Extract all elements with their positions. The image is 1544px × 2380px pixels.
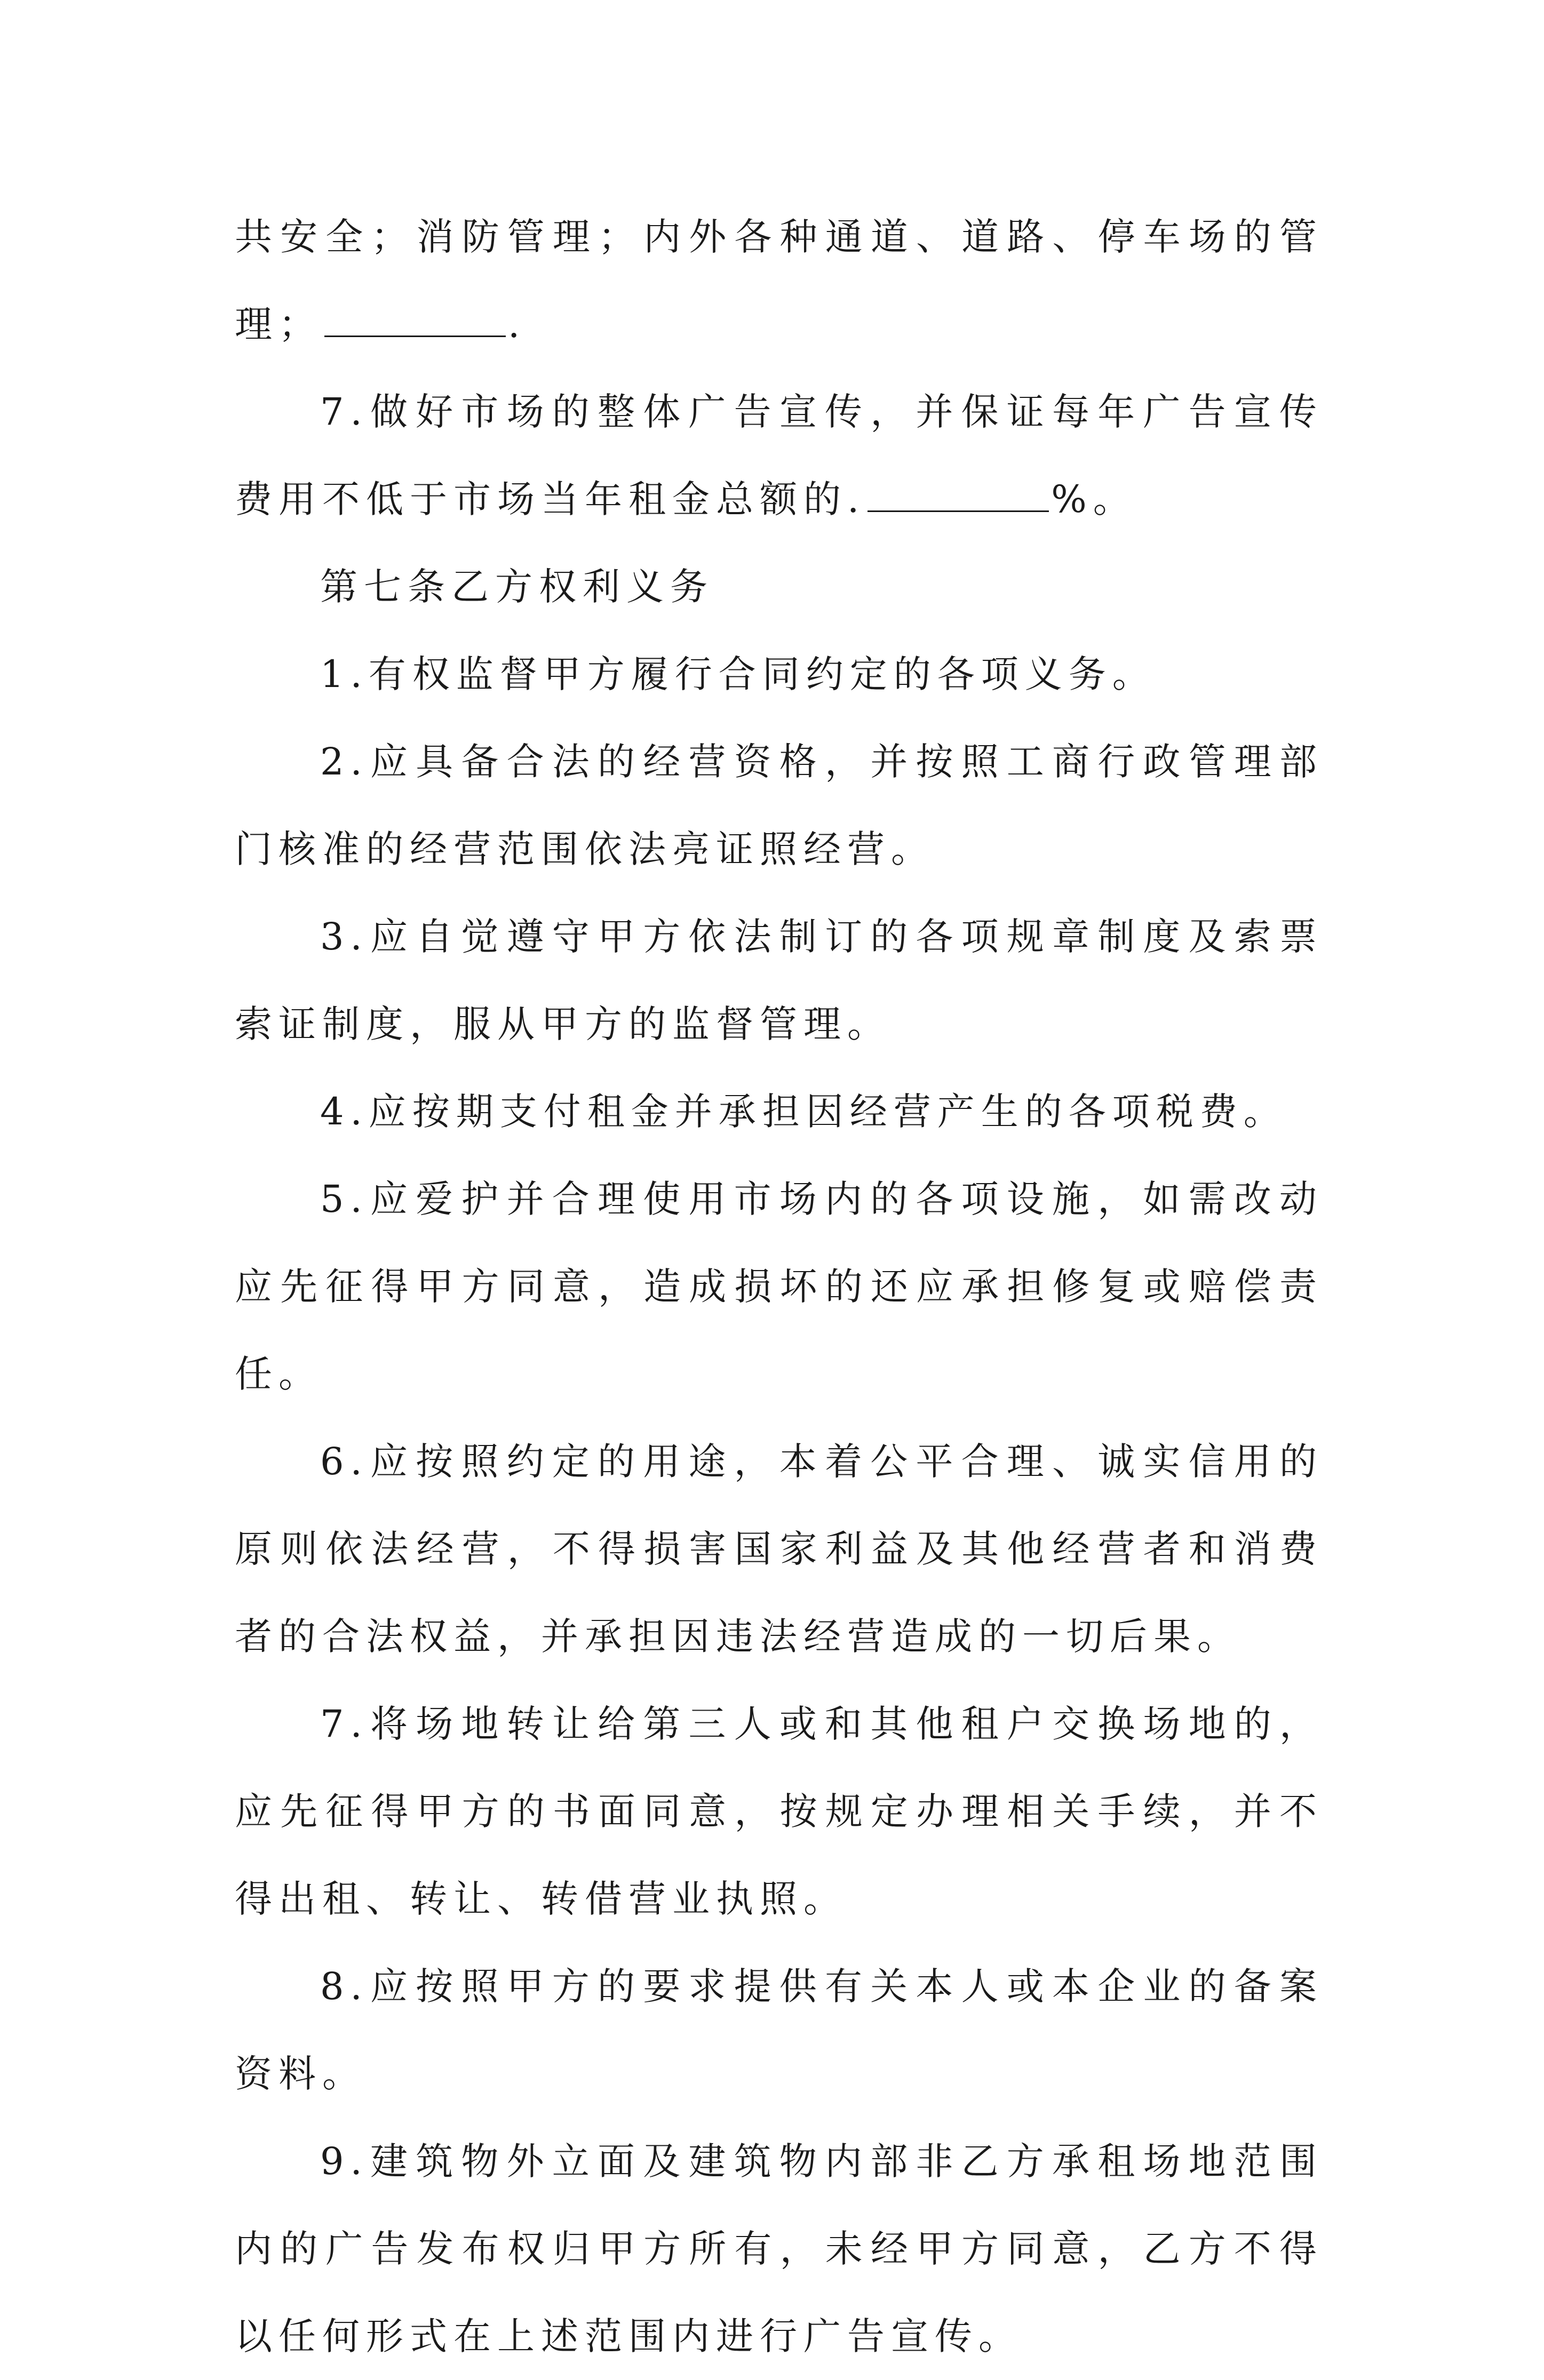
clause-item-8: 8.应按照甲方的要求提供有关本人或本企业的备案资料。 (235, 1964, 1323, 2096)
clause-item-4: 4.应按期支付租金并承担因经营产生的各项税费。 (320, 1090, 1287, 1133)
paragraph-text: 共安全；消防管理；内外各种通道、道路、停车场的管理； (235, 215, 1323, 346)
paragraph-public-safety-continued (235, 193, 1323, 368)
paragraph-text: %。 (1051, 477, 1137, 521)
clause-item-2: 2.应具备合法的经营资格，并按照工商行政管理部门核准的经营范围依法亮证照经营。 (235, 740, 1323, 871)
paragraph-text: 7.做好市场的整体广告宣传，并保证每年广告宣传费用不低于市场当年租金总额的. (235, 390, 1323, 521)
paragraph-text: . (508, 302, 527, 346)
document-body (235, 193, 1323, 2380)
clause-item-1: 1.有权监督甲方履行合同约定的各项义务。 (320, 652, 1156, 696)
fill-in-blank[interactable] (867, 482, 1049, 512)
clause-item-9: 9.建筑物外立面及建筑物内部非乙方承租场地范围内的广告发布权归甲方所有，未经甲方同意，乙方不得以任何形式在上述范围内进行广告宣传。 (235, 2139, 1323, 2358)
paragraph-advertising-clause (235, 368, 1323, 543)
clause-item-6: 6.应按照约定的用途，本着公平合理、诚实信用的原则依法经营，不得损害国家利益及其他经营者和消费者的合法权益，并承担因违法经营造成的一切后果。 (235, 1440, 1323, 1658)
fill-in-blank[interactable] (324, 307, 506, 337)
clause-item-7: 7.将场地转让给第三人或和其他租户交换场地的，应先征得甲方的书面同意，按规定办理相关手续，并不得出租、转让、转借营业执照。 (235, 1702, 1323, 1921)
clause-item-3: 3.应自觉遵守甲方依法制订的各项规章制度及索票索证制度，服从甲方的监督管理。 (235, 915, 1323, 1046)
section-heading-article-7: 第七条乙方权利义务 (320, 565, 714, 609)
clause-item-5: 5.应爱护并合理使用市场内的各项设施，如需改动应先征得甲方同意，造成损坏的还应承担修复或赔偿责任。 (235, 1177, 1323, 1396)
